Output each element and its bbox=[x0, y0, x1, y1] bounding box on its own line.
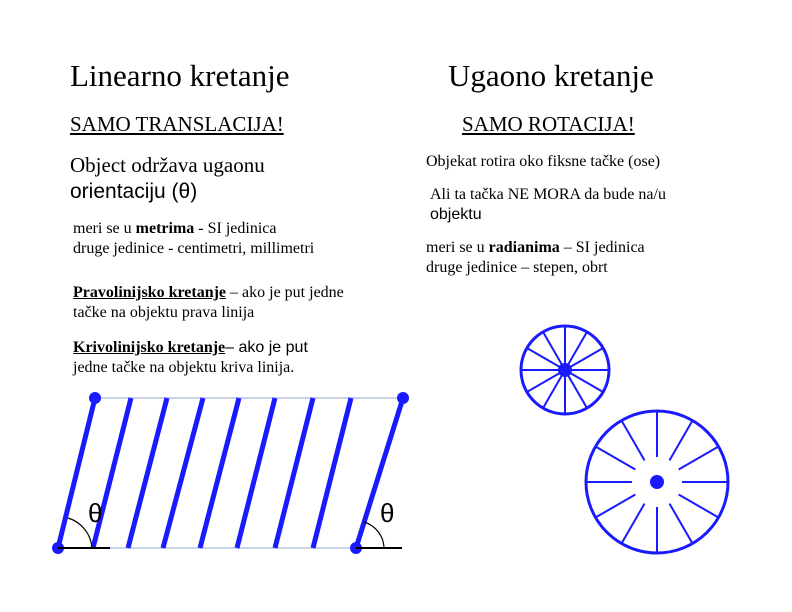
angular-measure-suffix: – SI jedinica bbox=[559, 239, 645, 256]
rectilinear-line-2: tačke na objektu prava linija bbox=[73, 304, 255, 321]
linear-measure-suffix: - SI jedinica bbox=[194, 220, 277, 237]
bar-top-point bbox=[89, 392, 101, 404]
left-title: Linearno kretanje bbox=[70, 58, 290, 93]
rotate-line: Objekat rotira oko fiksne tačke (ose) bbox=[426, 153, 661, 170]
large-wheel bbox=[586, 411, 728, 553]
point-line-2: objektu bbox=[430, 206, 482, 223]
spoke bbox=[670, 504, 693, 544]
spoke bbox=[679, 447, 719, 470]
angular-measure-prefix: meri se u bbox=[426, 239, 489, 256]
point-line-1: Ali ta tačka NE MORA da bude na/u bbox=[430, 186, 666, 203]
theta-right-label: θ bbox=[380, 498, 395, 528]
bar bbox=[275, 398, 313, 548]
curvilinear-line-2: jedne tačke na objektu kriva linija. bbox=[73, 359, 295, 376]
linear-measure-prefix: meri se u bbox=[73, 220, 136, 237]
spoke bbox=[679, 495, 719, 518]
bar bbox=[128, 398, 167, 548]
spoke bbox=[596, 495, 636, 518]
rectilinear-rest: – ako je put jedne bbox=[226, 284, 344, 301]
left-subtitle: SAMO TRANSLACIJA! bbox=[70, 112, 284, 136]
theta-left-label: θ bbox=[88, 498, 103, 528]
linear-measure-unit: metrima bbox=[135, 220, 195, 237]
angular-measure-unit: radianima bbox=[488, 239, 560, 256]
spoke bbox=[670, 421, 693, 461]
small-wheel bbox=[521, 326, 609, 414]
right-title: Ugaono kretanje bbox=[448, 58, 654, 93]
curvilinear-rest: – ako je put bbox=[225, 339, 308, 356]
spoke bbox=[622, 421, 645, 461]
orientation-line-1: Object održava ugaonu bbox=[70, 153, 265, 177]
rectilinear-term: Pravolinijsko kretanje bbox=[73, 284, 227, 301]
spoke bbox=[622, 504, 645, 544]
linear-measure-line-2: druge jedinice - centimetri, millimetri bbox=[73, 240, 315, 257]
bar-top-point bbox=[397, 392, 409, 404]
bar bbox=[313, 398, 351, 548]
angular-measure-line-2: druge jedinice – stepen, obrt bbox=[426, 259, 608, 276]
bar bbox=[163, 398, 203, 548]
orientation-line-2: orientaciju (θ) bbox=[70, 180, 198, 203]
bar bbox=[237, 398, 275, 548]
curvilinear-term: Krivolinijsko kretanje bbox=[73, 339, 226, 356]
right-subtitle: SAMO ROTACIJA! bbox=[462, 112, 635, 136]
large-wheel-center-dot bbox=[650, 475, 664, 489]
spoke bbox=[596, 447, 636, 470]
translated-bars bbox=[52, 392, 409, 554]
bar bbox=[200, 398, 239, 548]
small-wheel-center-dot bbox=[558, 363, 572, 377]
